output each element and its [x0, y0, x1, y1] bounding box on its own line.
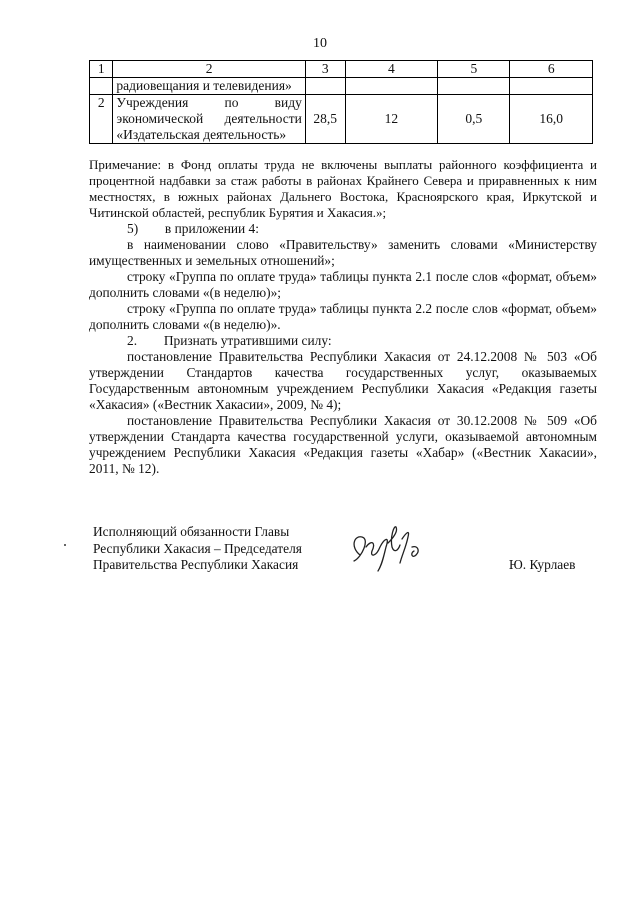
header-cell: 4 [345, 61, 438, 78]
table-row-continuation [90, 78, 593, 95]
paragraph: строку «Группа по оплате труда» таблицы пункта 2.2 после слов «формат, объем» дополнить словами «(в неделю)». [89, 301, 597, 332]
row-name-line: экономической деятельности [116, 111, 302, 126]
paragraph: постановление Правительства Республики Хакасия от 24.12.2008 № 503 «Об утверждении Стандартов качества государственных услуг, оказываемых Государственным автономным учреждением Республики Хакасия «Редакция газеты «Хакасия» («Вестник Хакасии», 2009, № 4); [89, 349, 597, 412]
table-cell [438, 78, 510, 95]
header-cell: 2 [113, 61, 305, 78]
signature-title-line: Правительства Республики Хакасия [93, 557, 299, 572]
note-paragraph: Примечание: в Фонд оплаты труда не включены выплаты районного коэффициента и процентной надбавки за стаж работы в районах Крайнего Севера и приравненных к ним местностях, в южных районах Дальнего Востока, Красноярского края, Иркутской и Читинской областей, республик Бурятия и Хакасия.»; [89, 157, 597, 220]
row-value-cell: 12 [345, 95, 438, 144]
row-value-cell: 28,5 [305, 95, 345, 144]
row-name-line: Учреждения по виду [116, 95, 302, 110]
row-number-cell: 2 [90, 95, 113, 144]
table-cell [305, 78, 345, 95]
signature-title [93, 524, 302, 574]
header-cell: 6 [510, 61, 593, 78]
table-cell [345, 78, 438, 95]
list-item-2: 2. Признать утратившими силу: [127, 333, 332, 348]
signer-name: Ю. Курлаев [509, 557, 576, 572]
list-item-5: 5) в приложении 4: [127, 221, 259, 236]
table-header-row [90, 61, 593, 78]
signature-title-line: Республики Хакасия – Председателя [93, 540, 302, 556]
signature-title-line: Исполняющий обязанности Главы [93, 524, 290, 539]
paragraph: постановление Правительства Республики Хакасия от 30.12.2008 № 509 «Об утверждении Стандарта качества государственной услуги, оказываемой автономным учреждением Республики Хакасия «Редакция газеты «Хабар» («Вестник Хакасии», 2011, № 12). [89, 413, 597, 476]
header-cell: 1 [90, 61, 113, 78]
paragraph: в наименовании слово «Правительству» заменить словами «Министерству имущественных и земельных отношений»; [89, 237, 597, 268]
header-cell: 3 [305, 61, 345, 78]
table-row [90, 95, 593, 144]
table-cell-continuation: радиовещания и телевидения» [113, 78, 305, 95]
row-value-cell: 16,0 [510, 95, 593, 144]
scan-speck [64, 544, 66, 546]
header-cell: 5 [438, 61, 510, 78]
data-table [89, 60, 593, 144]
page-number: 10 [313, 36, 327, 51]
handwritten-signature [340, 517, 430, 577]
row-name-cell [113, 95, 305, 144]
table-cell [510, 78, 593, 95]
paragraph: строку «Группа по оплате труда» таблицы пункта 2.1 после слов «формат, объем» дополнить словами «(в неделю)»; [89, 269, 597, 300]
row-value-cell: 0,5 [438, 95, 510, 144]
document-body [89, 157, 597, 477]
row-name-line: «Издательская деятельность» [116, 127, 287, 142]
table-cell [90, 78, 113, 95]
